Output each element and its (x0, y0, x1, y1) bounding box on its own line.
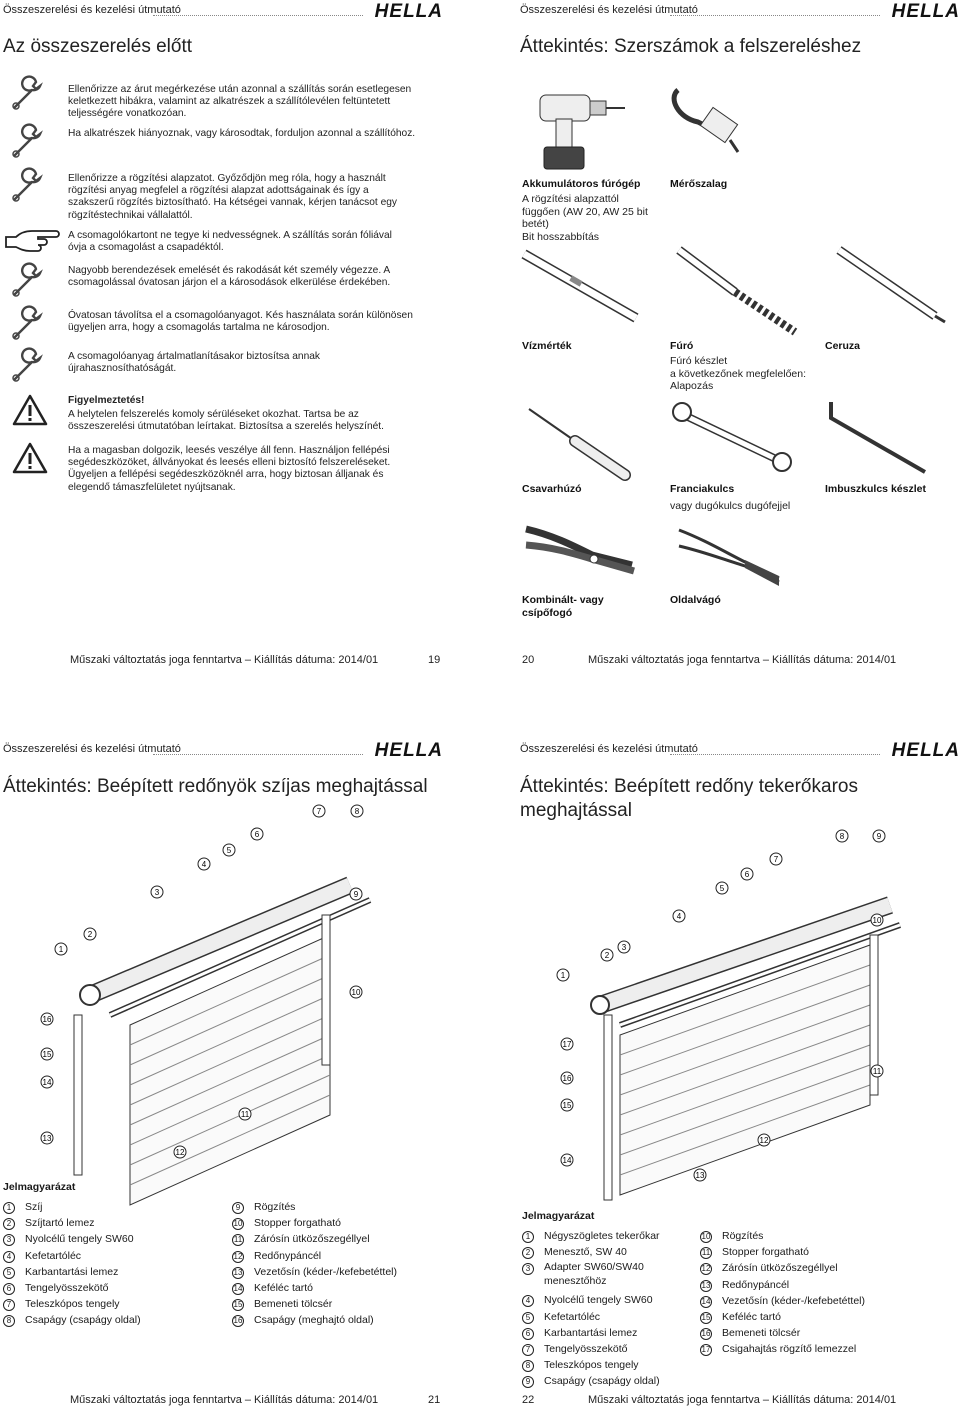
svg-text:1: 1 (58, 945, 64, 954)
header-text: Összeszerelési és kezelési útmutató (520, 4, 698, 16)
warning-title: Figyelmeztetés! (68, 395, 145, 406)
callout-13 (40, 1131, 54, 1145)
legend-row: 5 Karbantartási lemez (3, 1264, 141, 1280)
wrench-icon (10, 78, 44, 112)
tool-name: Kombinált- vagy csípőfogó (522, 594, 604, 619)
svg-text:7: 7 (316, 807, 322, 816)
svg-text:3: 3 (621, 943, 627, 952)
page-header (3, 2, 443, 24)
legend-row: 1 Négyszögletes tekerőkar (522, 1228, 692, 1244)
tool-name: Oldalvágó (670, 594, 721, 606)
callout-1 (54, 942, 68, 956)
tool-desc: Fúró készlet a következőnek megfelelően: Alapozás (670, 355, 807, 392)
callout-8 (350, 804, 364, 818)
header-text: Összeszerelési és kezelési útmutató (520, 743, 698, 755)
tool-desc: vagy dugókulcs dugófejjel (670, 500, 791, 512)
legend-title: Jelmagyarázat (3, 1181, 76, 1193)
svg-text:9: 9 (353, 890, 359, 899)
legend-row: 11 Stopper forgatható (701, 1246, 809, 1259)
svg-text:14: 14 (42, 1078, 52, 1087)
page-20 (480, 0, 960, 705)
svg-text:11: 11 (872, 1067, 882, 1076)
legend-row: 15 Bemeneti tölcsér (233, 1298, 333, 1311)
callout-4 (672, 909, 686, 923)
svg-text:12: 12 (175, 1148, 185, 1157)
callout-1 (556, 968, 570, 982)
callout-14 (40, 1075, 54, 1089)
tool-name: Akkumulátoros fúrógép (522, 178, 641, 190)
header-text: Összeszerelési és kezelési útmutató (3, 4, 181, 16)
svg-text:7: 7 (773, 855, 779, 864)
svg-text:11: 11 (240, 1110, 250, 1119)
callout-6 (250, 827, 264, 841)
wrench-icon (10, 265, 44, 299)
spirit-level-icon (520, 248, 640, 330)
wrench-icon (10, 308, 44, 342)
svg-text:2: 2 (87, 930, 93, 939)
callout-6 (740, 867, 754, 881)
paragraph: Nagyobb berendezések emelését és rakodását két személy végezze. A csomagolással óvatosan járjon el a károsodások elkerülése érdekében. (68, 265, 391, 289)
wrench-icon (10, 170, 44, 204)
legend-row: 5 Kefetartóléc (522, 1309, 692, 1325)
legend-left (522, 1228, 692, 1390)
side-cutter-icon (675, 520, 785, 590)
page-number: 22 (522, 1394, 535, 1406)
legend-row: 9 Csapágy (csapágy oldal) (522, 1373, 692, 1389)
page-21 (0, 705, 480, 1410)
svg-text:17: 17 (562, 1040, 572, 1049)
callout-9 (872, 829, 886, 843)
svg-text:15: 15 (562, 1101, 572, 1110)
page-number: 19 (428, 654, 441, 666)
paragraph: Ha alkatrészek hiányoznak, vagy károsodtak, forduljon azonnal a szállítóhoz. (68, 128, 416, 139)
legend-row: 3 Nyolcélű tengely SW60 (3, 1231, 141, 1247)
callout-16 (560, 1071, 574, 1085)
legend-row: 12 Zárósín ütközőszegéllyel (701, 1262, 838, 1275)
footer-text: Műszaki változtatás joga fenntartva – Kiállítás dátuma: 2014/01 (70, 654, 379, 666)
callout-3 (617, 940, 631, 954)
legend-row: 14 Vezetősín (kéder-/kefebetéttel) (701, 1294, 865, 1307)
svg-text:10: 10 (351, 988, 361, 997)
legend-right (232, 1199, 397, 1329)
footer-text: Műszaki változtatás joga fenntartva – Kiállítás dátuma: 2014/01 (588, 1394, 897, 1406)
spanner-icon (670, 400, 795, 475)
svg-text:15: 15 (42, 1050, 52, 1059)
callout-2 (83, 927, 97, 941)
paragraph: Óvatosan távolítsa el a csomagolóanyagot. Kés használata során különösen ügyeljen arra, hogy a csomagolás tartalma ne károsodjon. (68, 310, 413, 334)
pencil-icon (835, 246, 950, 326)
hella-logo: HELLA (374, 1, 443, 22)
svg-text:4: 4 (676, 912, 682, 921)
page-title: Áttekintés: Beépített redőnyök szíjas meghajtással (3, 776, 428, 797)
svg-text:14: 14 (562, 1156, 572, 1165)
tool-name: Fúró (670, 340, 694, 352)
allen-key-icon (825, 398, 935, 478)
legend-row: 13 Redőnypáncél (701, 1278, 790, 1291)
pointing-hand-icon (4, 225, 60, 255)
svg-text:8: 8 (354, 807, 360, 816)
legend-row: 2 Szíjtartó lemez (3, 1215, 141, 1231)
svg-text:16: 16 (42, 1015, 52, 1024)
wrench-icon (10, 126, 44, 160)
callout-13 (693, 1168, 707, 1182)
callout-2 (600, 948, 614, 962)
svg-text:10: 10 (872, 916, 882, 925)
warning-text: Ha a magasban dolgozik, leesés veszélye áll fenn. Használjon fellépési segédeszközöket, állványokat és leesés elleni biztosító felszereléseket. Ügyeljen a fellépési segédeszközöknél arra, hogy biztosan álljanak és elegendő támaszfelületet nyújtsanak. (68, 445, 391, 493)
paragraph: A csomagolókartont ne tegye ki nedvességnek. A szállítás során fóliával óvja a csomagolást a csapadéktól. (68, 230, 392, 254)
tool-name: Csavarhúzó (522, 483, 582, 495)
svg-text:2: 2 (604, 951, 610, 960)
svg-text:1: 1 (560, 971, 566, 980)
legend-row: 3 Adapter SW60/SW40 menesztőhöz (522, 1260, 692, 1292)
legend-row: 6 Karbantartási lemez (522, 1325, 692, 1341)
tape-measure-icon (668, 78, 748, 160)
callout-8 (835, 829, 849, 843)
callout-15 (560, 1098, 574, 1112)
callout-10 (870, 913, 884, 927)
page-19 (0, 0, 480, 705)
legend-row: 12 Redőnypáncél (233, 1249, 322, 1262)
legend-row: 15 Keféléc tartó (701, 1310, 781, 1323)
legend-row: 10 Rögzítés (701, 1230, 764, 1242)
warning-icon (12, 442, 48, 474)
footer-text: Műszaki változtatás joga fenntartva – Kiállítás dátuma: 2014/01 (70, 1394, 379, 1406)
page-header (520, 2, 960, 24)
hella-logo: HELLA (891, 1, 960, 22)
legend-row: 1 Szíj (3, 1199, 141, 1215)
warning-icon (12, 394, 48, 426)
tool-name: Franciakulcs (670, 483, 735, 495)
paragraph: Ellenőrizze a rögzítési alapzatot. Győződjön meg róla, hogy a használt rögzítési anyag megfelel a rögzítési alapzat adottságainak és így a szakszerű rögzítés biztosítható. Ha kétségei vannak, kérjen tanácsot egy rögzítéstechnikai vállalattól. (68, 173, 398, 221)
legend-row: 6 Tengelyösszekötő (3, 1280, 141, 1296)
legend-title: Jelmagyarázat (522, 1210, 595, 1222)
svg-text:16: 16 (562, 1074, 572, 1083)
page-header (3, 741, 443, 763)
svg-text:8: 8 (839, 832, 845, 841)
callout-5 (715, 881, 729, 895)
svg-text:12: 12 (759, 1136, 769, 1145)
tool-name: Imbuszkulcs készlet (825, 483, 926, 495)
svg-text:13: 13 (42, 1134, 52, 1143)
paragraph: A csomagolóanyag ártalmatlanításakor biztosítsa annak újrahasznosíthatóságát. (68, 351, 321, 375)
page-22 (480, 705, 960, 1410)
legend-row: 13 Vezetősín (kéder-/kefebetéttel) (233, 1265, 397, 1278)
page-title: Áttekintés: Szerszámok a felszereléshez (520, 36, 862, 57)
legend-row: 4 Nyolcélű tengely SW60 (522, 1292, 692, 1308)
legend-row: 14 Keféléc tartó (233, 1281, 313, 1294)
page-header (520, 741, 960, 763)
warning-text: A helytelen felszerelés komoly sérüléseket okozhat. Tartsa be az összeszerelési útmutatóban leírtakat. Biztosítsa a szerelés helyszínét. (68, 409, 384, 433)
page-title: Az összeszerelés előtt (3, 36, 193, 57)
header-text: Összeszerelési és kezelési útmutató (3, 743, 181, 755)
page-number: 21 (428, 1394, 441, 1406)
legend-row: 16 Bemeneti tölcsér (701, 1327, 801, 1340)
legend-row: 8 Teleszkópos tengely (522, 1357, 692, 1373)
legend-row: 11 Zárósín ütközőszegéllyel (233, 1233, 370, 1246)
svg-text:3: 3 (154, 888, 160, 897)
legend-row: 10 Stopper forgatható (233, 1217, 341, 1230)
callout-3 (150, 885, 164, 899)
tool-desc: A rögzítési alapzattól függően (AW 20, AW 25 bit betét) Bit hosszabbítás (522, 193, 648, 243)
svg-text:5: 5 (226, 846, 232, 855)
callout-4 (197, 857, 211, 871)
callout-16 (40, 1012, 54, 1026)
callout-14 (560, 1153, 574, 1167)
callout-7 (312, 804, 326, 818)
tool-name: Ceruza (825, 340, 861, 352)
screwdriver-icon (525, 405, 635, 480)
legend-left (3, 1199, 141, 1329)
legend-right (700, 1228, 865, 1358)
hella-logo: HELLA (374, 740, 443, 761)
svg-text:5: 5 (719, 884, 725, 893)
svg-text:6: 6 (744, 870, 750, 879)
combination-pliers-icon (522, 515, 642, 590)
tool-name: Mérőszalag (670, 178, 728, 190)
legend-row: 9 Rögzítés (232, 1199, 397, 1215)
svg-text:9: 9 (876, 832, 882, 841)
svg-text:4: 4 (201, 860, 207, 869)
legend-row: 7 Teleszkópos tengely (3, 1296, 141, 1312)
crank-drive-shutter-diagram (560, 845, 940, 1205)
callout-9 (349, 887, 363, 901)
callout-17 (560, 1037, 574, 1051)
legend-row: 16 Csapágy (meghajtó oldal) (233, 1314, 374, 1327)
legend-row: 17 Csigahajtás rögzítő lemezzel (701, 1343, 857, 1356)
callout-11 (238, 1107, 252, 1121)
callout-5 (222, 843, 236, 857)
drill-bit-icon (675, 246, 805, 336)
callout-7 (769, 852, 783, 866)
footer-text: Műszaki változtatás joga fenntartva – Kiállítás dátuma: 2014/01 (588, 654, 897, 666)
callout-15 (40, 1047, 54, 1061)
callout-10 (349, 985, 363, 999)
legend-row: 2 Menesztő, SW 40 (522, 1244, 692, 1260)
legend-row: 4 Kefetartóléc (3, 1248, 141, 1264)
callout-12 (757, 1133, 771, 1147)
page-number: 20 (522, 654, 535, 666)
legend-row: 7 Tengelyösszekötő (522, 1341, 692, 1357)
svg-text:13: 13 (695, 1171, 705, 1180)
tool-name: Vízmérték (522, 340, 572, 352)
hella-logo: HELLA (891, 740, 960, 761)
callout-12 (173, 1145, 187, 1159)
wrench-icon (10, 350, 44, 384)
svg-text:6: 6 (254, 830, 260, 839)
callout-11 (870, 1064, 884, 1078)
page-title: Áttekintés: Beépített redőny tekerőkaros meghajtással (520, 776, 858, 821)
legend-row: 8 Csapágy (csapágy oldal) (3, 1312, 141, 1328)
cordless-drill-icon (520, 85, 630, 175)
paragraph: Ellenőrizze az árut megérkezése után azonnal a szállítás során esetlegesen keletkezett hibákra, valamint az alkatrészek a szállítólevélen feltüntetett teljességére vonatkozóan. (68, 84, 412, 120)
